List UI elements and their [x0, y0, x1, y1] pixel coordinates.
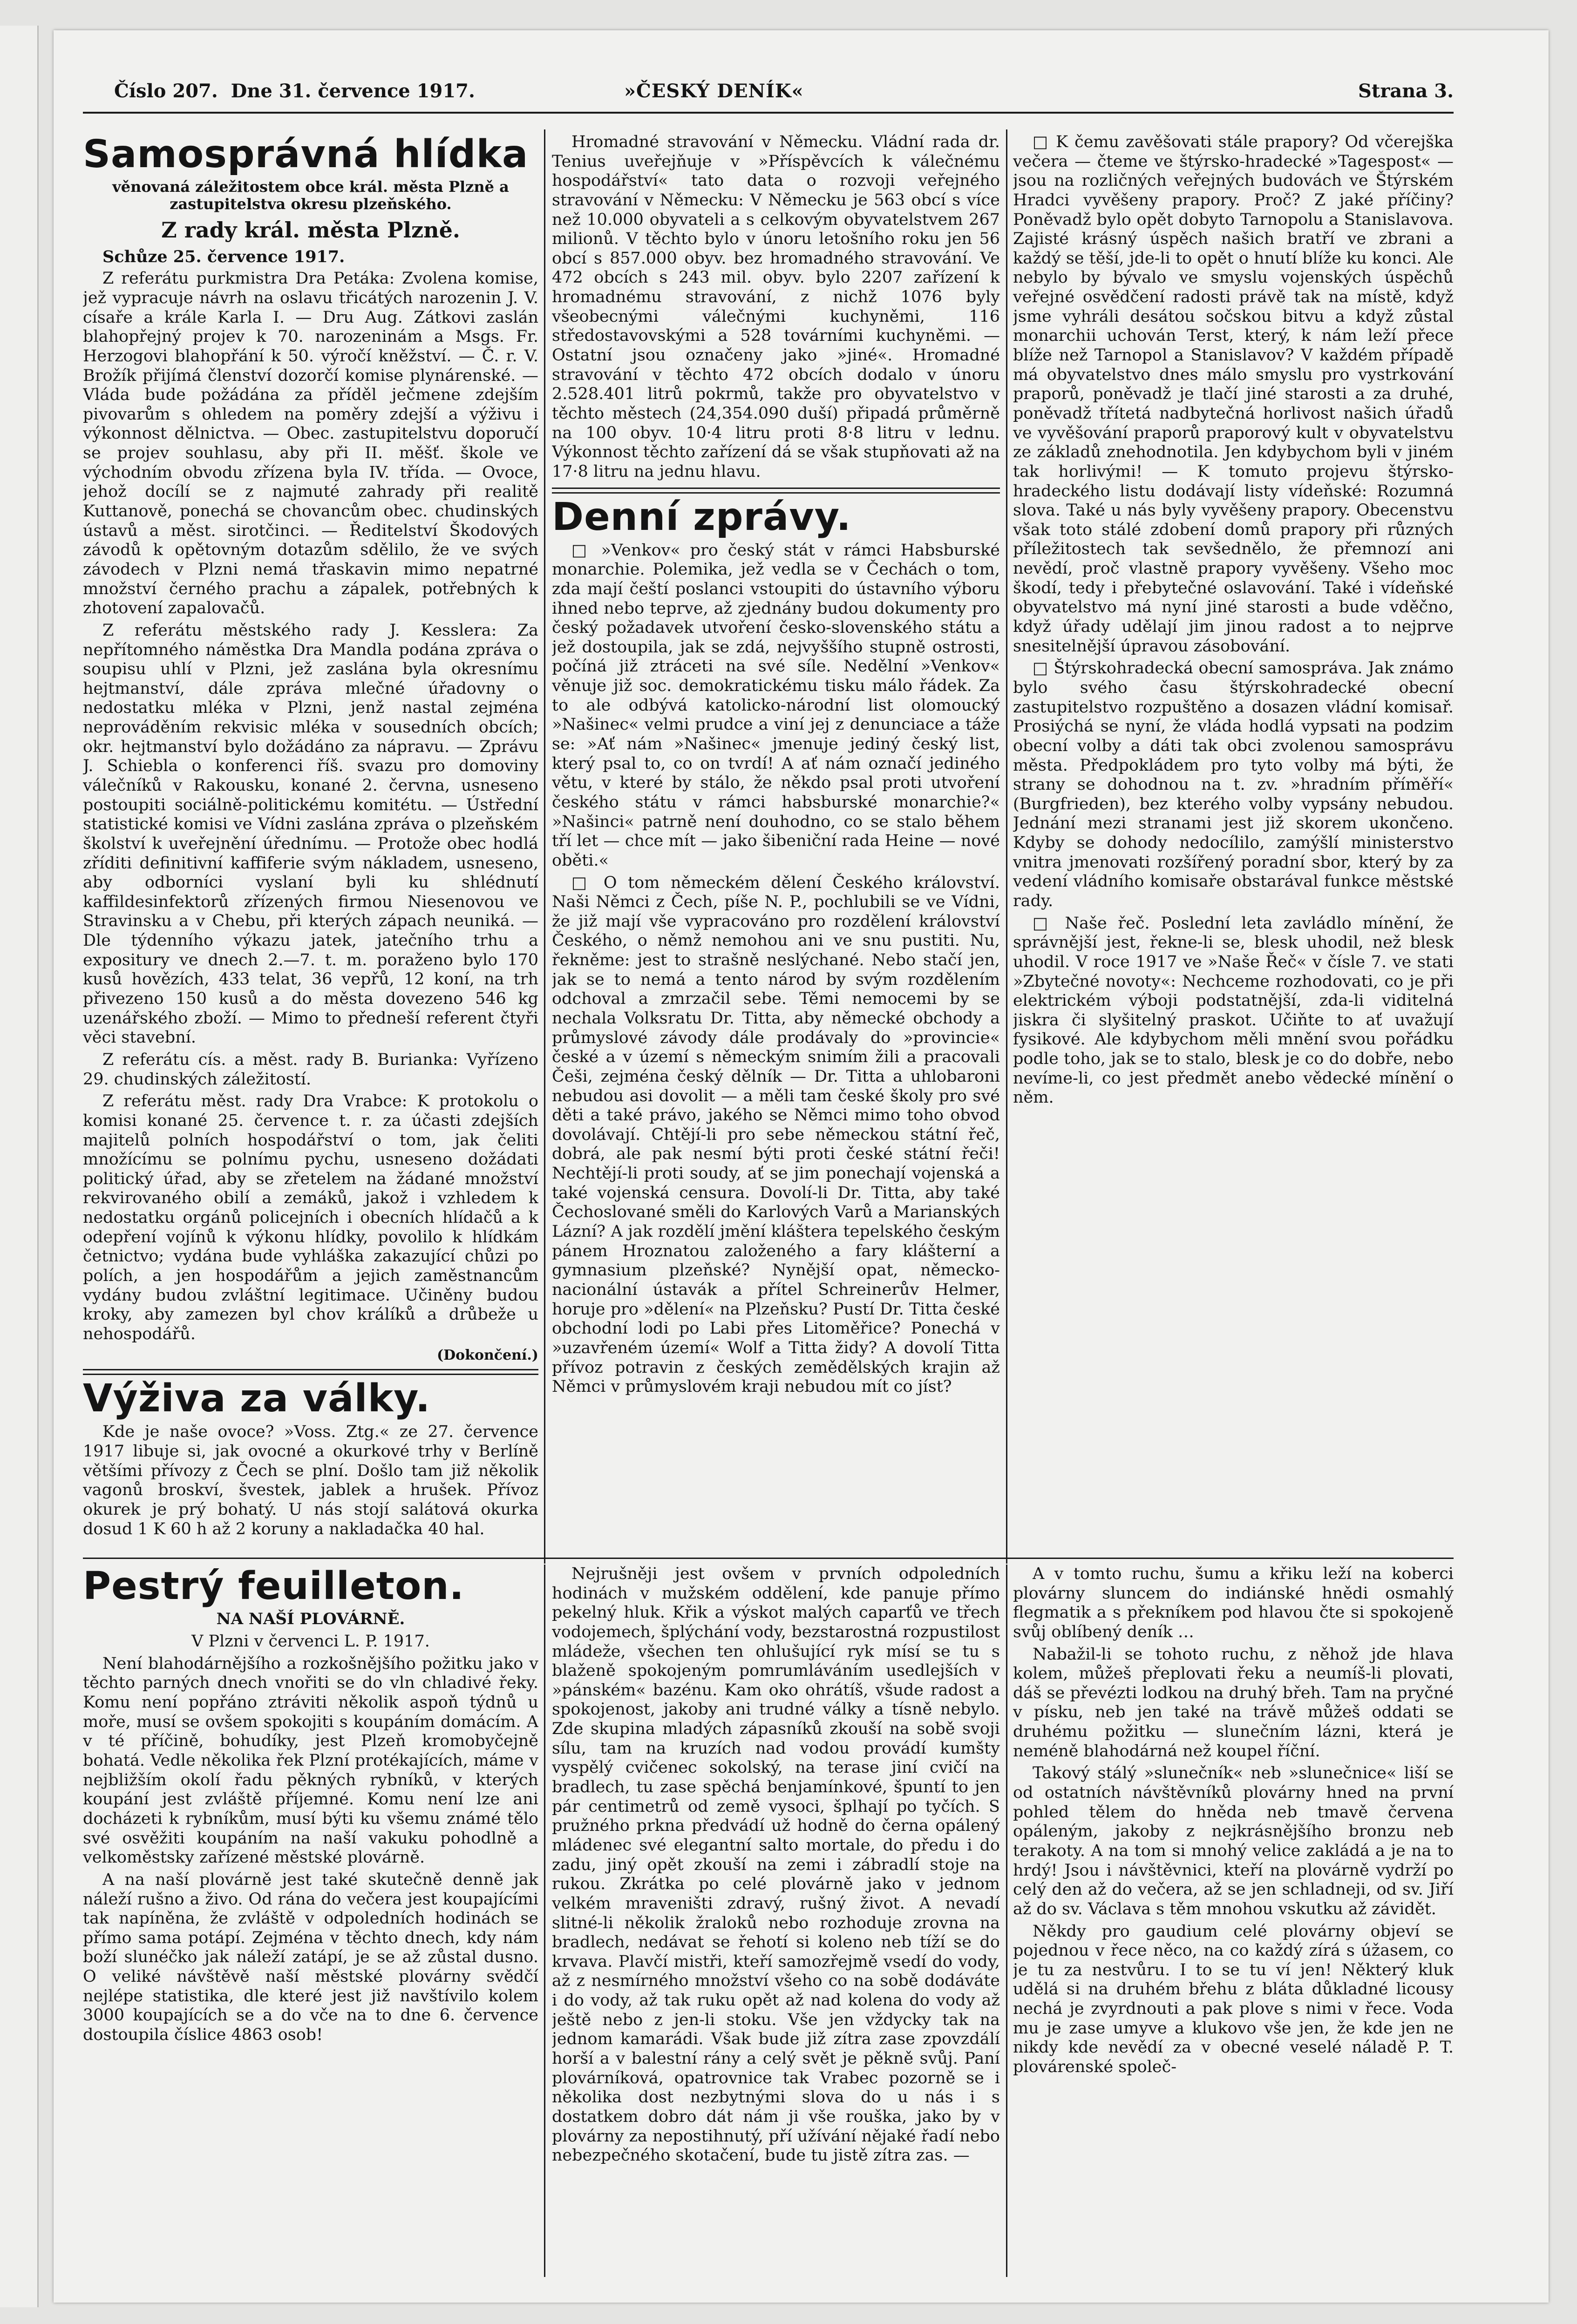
- page-header: [114, 80, 1454, 112]
- feuilleton-paragraph: A v tomto ruchu, šumu a křiku leží na koberci plovárny sluncem do indiánské hnědi osmahlý flegmatik a s překníkem pod hlavou čte si spokojeně svůj oblíbený deník …: [1013, 1565, 1454, 1641]
- samospravna-paragraph: Z referátu purkmistra Dra Petáka: Zvolena komise, jež vypracuje návrh na oslavu třicátých narozenin J. V. císaře a krále Karla I. — Dru Aug. Zátkovi zaslán blahopřejný projev k 70. narozeninám a Msgs. Fr. Herzogovi blahopřání k 50. výročí kněžství. — Č. r. V. Brožík přijímá členství dozorčí komise plynárenské. — Vláda bude požádána za příděl ječmene zdejším pivovarům s ohledem na poměry zdejší a výživu i výkonnost dělnictva. — Obec. zastupitelstvu doporučí se projev souhlasu, aby při II. měšť. škole ve východním obvodu zřízena byla IV. třída. — Ovoce, jehož docílí se z najmuté zahrady při realitě Kuttanově, ponechá se chovancům obec. chudinských ústavů a měst. sirotčinci. — Ředitelství Škodových závodů k opětovným dotazům sdělilo, že ve svých závodech v Plzni nemá třaskavin mimo nepatrné množství černého prachu a zápalek, potřebných k zhotovení zapalovačů.: [83, 269, 538, 618]
- feuilleton-paragraph: Takový stálý »slunečník« neb »slunečnice« liší se od ostatních návštěvníků plovárny hned na první pohled tělem do hněda neb tmavě červena opáleným, jakoby z nejkrásnějšího bronzu neb terakoty. A na tom si mnohý velice zakládá a je na to hrdý! Jsou i návštěvnici, kteří na plovárně vydrží po celý den až do večera, až se jen schladneji, od sv. Jiří až do sv. Václava s těm mnohou vskutku až závidět.: [1013, 1764, 1454, 1918]
- section-divider: [83, 1369, 538, 1375]
- column-3: [1013, 133, 1454, 1553]
- samospravna-paragraph: Z referátu cís. a měst. rady B. Burianka: Vyřízeno 29. chudinských záležitostí.: [83, 1050, 538, 1089]
- vyziva-heading: Výživa za války.: [83, 1376, 431, 1421]
- samospravna-signature: (Dokončení.): [436, 1347, 538, 1363]
- samospravna-heading: Samosprávná hlídka: [83, 133, 529, 176]
- feuilleton-dateline: V Plzni v červenci L. P. 1917.: [191, 1632, 430, 1651]
- column-2: [552, 133, 1000, 1553]
- samospravna-session: Schůze 25. července 1917.: [102, 247, 345, 266]
- denni-zpravy-heading: Denní zprávy.: [552, 495, 851, 539]
- denni-paragraph: □ Naše řeč. Poslední leta zavládlo mínění, že správnější jest, řekne-li se, blesk uhodil, než blesk uhodil. V roce 1917 ve »Naše Řeč« v čísle 7. ve stati »Zbytečné novoty«: Nechceme rozhodovati, co je při elektrickém výboji podstatnější, zda-li viditelná jiskra či slyšitelný praskot. Učiňte to ať uvažují fysikové. Ale kdybychom měli mnění svou pořádku podle toho, jak se to stalo, blesk je co do dobře, nebo nevíme-li, co jest předmět anebo vědecké mínění o něm.: [1013, 914, 1454, 1107]
- column-divider-1: [544, 129, 545, 1564]
- feuilleton-paragraph: Není blahodárnějšího a rozkošnějšího požitku jako v těchto parných dnech vnořiti se do vln chladivé řeky. Komu není popřáno ztráviti několik aspoň týdnů u moře, musí se ovšem spokojiti s koupáním domácím. A v té příčině, bohudíky, jest Plzeň kromobyčejně bohatá. Vedle několika řek Plzní protékajících, máme v nejbližším okolí řadu pěkných rybníků, v kterých koupání jest zvláště příjemné. Komu není lze ani docházeti k rybníkům, musí býti ku všemu známé tělo své osvěžiti koupáním na naší vakuku pohodlně a velkoměstsky zařízené městské plovárně.: [83, 1654, 538, 1867]
- feuilleton-paragraph: Nejrušněji jest ovšem v prvních odpoledních hodinách v mužském oddělení, kde panuje přímo pekelný hluk. Křik a výskot malých caparťů ve třech vodojemech, šplýchání vody, bezstarostná rozpustilost mládeže, všechen ten ohlušující ryk mísí se tu s blaženě spokojeným pomrumláváním usedlejších v »pánském« bazénu. Kam oko ohrátíš, všude radost a spokojenost, jakoby ani trudné války a tísně nebylo. Zde skupina mladých zápasníků zkouší na sobě svoji sílu, tam na kruzích nad vodou provádí kumšty vyspělý cvičenec sokolský, na terase jiní cvičí na bradlech, tu zase spěchá benjamínkové, špuntí to jen pár centimetrů od země vysoci, šplhají po tyčích. S pružného prkna předvádí už hodně do černa opálený mládenec své elegantní salto mortale, do předu i do zadu, jiný opět zkouší na zemi i zábradlí stoje na rukou. Zkrátka po celé plovárně jako v jednom velkém mraveništi zdravý, rušný život. A nevadí slitné-li několik žraloků nebo rozhoduje zrovna na bradlech, nedávat se řehotí si koleno neb tíží se do krvava. Plavčí mistři, kteří samozřejmě vsedí do vody, až z nesmírného množství všeho co na sobě dodáváte i do vody, až tak ruku opět až nad kolena do vody až ještě nebo z jen-li stoku. Vše jen vždycky tak na jednom kamarádi. Však bude již zítra zase zpovzdálí horší a v balestní rány a celý svět je pěkně svůj. Paní plovárníková, opatrovnice tak Vrabec pozorně se i několika dost nezbytnými slova do u nás i s dostatkem dobro dát nám ji vše rouška, jako by v plovárny za nepostihnutý, pří užívání nějaké řadí nebo nebezpečného skotačení, bude tu jistě zítra zas. —: [552, 1565, 1000, 2165]
- column-divider-4: [1006, 1565, 1007, 2277]
- feuilleton-heading: Pestrý feuilleton.: [83, 1565, 464, 1608]
- feuilleton-rule: [83, 1558, 1454, 1559]
- column-divider-2: [1006, 129, 1007, 1564]
- issue-date: Dne 31. července 1917.: [231, 80, 475, 102]
- previous-page-edge: [0, 26, 39, 2307]
- newspaper-title: »ČESKÝ DENÍK«: [624, 80, 804, 102]
- denni-paragraph: □ O tom německém dělení Českého království. Naši Němci z Čech, píše N. P., pochlubili se ve Vídni, že již mají vše vypracováno pro rozdělení království Českého, o němž nemohou ani ve snu pustiti. Nu, řekněme: jest to strašně neslýchané. Nebo stačí jen, jak se to nemá a tento národ by svým rozdělením odchoval a zmrzačil sebe. Těmi nemocemi by se nechala Volksratu Dr. Titta, aby německé obchody a průmyslové závody dále prodávaly do »provincie« české a v území s německým snimím žili a pracovali Češi, zejména český dělník — Dr. Titta a uhlobaroni nebudou asi dovolit — a měli tam české školy pro své děti a také právo, jakého se Němci mimo toho obvod dovolávají. Chtějí-li pro sebe německou státní řeč, dobrá, ale pak nesmí býti proti české státní řeči! Nechtějí-li proti soudy, ať se jim ponechají vojenská a také vojenská censura. Dovolí-li Dr. Titta, aby také Čechoslované směli do Karlových Varů a Marianských Lázní? A jak rozdělí jmění kláštera tepelského českým pánem Hroznatou založeného a fary klášterní a gymnasium plzeňské? Nynější opat, německo-nacionální ústavák a přítel Schreinerův Helmer, horuje pro »dělení« na Plzeňsku? Pustí Dr. Titta české obchodní lodi po Labi přes Litoměřice? Ponechá v »uzavřeném území« Wolf a Titta židy? A dovolí Titta přívoz potravin z českých zemědělských krajin až Němci v průmyslovém kraji nebudou mít co jíst?: [552, 873, 1000, 1396]
- denni-paragraph: □ »Venkov« pro český stát v rámci Habsburské monarchie. Polemika, jež vedla se v Čechách o tom, zda mají čeští poslanci vstoupiti do ústavního výboru ihned nebo teprve, až zjednány budou dokumenty pro český požadavek utvoření česko-slovenského státu a jež dostoupila, jak se zdá, nejvyššího stupně ostrosti, počíná již ztráceti na své síle. Nedělní »Venkov« věnuje již soc. demokratickému tisku málo řádek. Za to ale odbývá katolicko-národní list olomoucký »Našinec« velmi prudce a viní jej z denunciace a táže se: »Ať nám »Našinec« jmenuje jediný český list, který psal to, co on tvrdí! A ať nám označí jediného větu, v které by stálo, že někdo psal proti utvoření českého státu v rámci habsburské monarchie?« »Našinci« patrně není douhodno, co se stalo během tří let — chce mít — jako šibeniční rada Heine — nové oběti.«: [552, 541, 1000, 870]
- feuilleton-column-1: [83, 1565, 538, 2263]
- page-number: Strana 3.: [1358, 80, 1454, 102]
- vyziva-paragraph: Kde je naše ovoce? »Voss. Ztg.« ze 27. července 1917 libuje si, jak ovocné a okurkové trhy v Berlíně většími přívozy z Čech se plní. Došlo tam již několik vagonů broskví, švestek, jablek a hrušek. Přívoz okurek je prý bohatý. U nás stojí salátová okurka dosud 1 K 60 h až 2 koruny a nakladačka 40 hal.: [83, 1423, 538, 1538]
- denni-paragraph: □ K čemu zavěšovati stále prapory? Od včerejška večera — čteme ve štýrsko-hradecké »Tagespost« — jsou na rozličných veřejných budovách ve Štýrském Hradci vyvěšeny prapory. Proč? Z jaké příčiny? Poněvadž bylo opět dobyto Tarnopolu a Stanislavova. Zajisté krásný úspěch našich bratří ve zbrani a každý se těší, jde-li to opět o hnutí blíže ku konci. Ale nebylo by bývalo ve smyslu vojenských úspěchů veřejné osvědčení radosti právě tak na místě, když jsme vyhráli desátou sočskou bitvu a když zůstal monarchii uchován Terst, který, k nám leží přece blíže než Tarnopol a Stanislavov? V každém případě má obyvatelstvo dnes málo smyslu pro vystrkování praporů, poněvadž je tlačí jiné starosti a za druhé, poněvadž třítetá nadbytečná horlivost našich úřadů ve vyvěšování praporů praporový kult v obyvatelstvu ze základů znehodnotila. Jen kdybychom byli v jiném tak horlivými! — K tomuto projevu štýrsko-hradeckého listu dodávají listy vídeňské: Rozumná slova. Také u nás byly vyvěšeny prapory. Obecenstvu však toto stálé zdobení domů prapory při různých příležitostech tak sevšednělo, že přemnozí ani nevědí, proč vlastně prapory vyvěšeny. Všeho moc škodí, tedy i přebytečné oslavování. Také i vídeňské obyvatelstvo má nyní jiné starosti a bude vděčno, když úřady udělají jim jinou radost a to nejprve snesitelnější úpravou zásobování.: [1013, 133, 1454, 656]
- samospravna-subtitle: věnovaná záležitostem obce král. města Plzně a zastupitelstva okresu plzeňského.: [112, 178, 509, 213]
- feuilleton-subheading: NA NAŠÍ PLOVÁRNĚ.: [216, 1610, 405, 1629]
- issue-number: Číslo 207.: [114, 80, 218, 102]
- samospravna-section-title: Z rady král. města Plzně.: [161, 217, 460, 243]
- hromadne-paragraph: Hromadné stravování v Německu. Vládní rada dr. Tenius uveřejňuje v »Příspěvcích k válečnému hospodářství« tato data o rozvoji veřejného stravování v Německu: V Německu je 563 obcí s více než 10.000 obyvateli a s celkovým obyvatelstvem 267 milionů. V těchto bylo v únoru letošního roku jen 56 obcí s 857.000 obyv. bez hromadného stravování. Ve 472 obcích s 243 mil. obyv. bylo 2207 zařízení k hromadnému stravování, z nichž 1076 byly všeobecnými válečnými kuchyněmi, 116 středostavovskými a 528 továrními kuchyněmi. — Ostatní jsou označeny jako »jiné«. Hromadné stravování v těchto 472 obcích dodalo v únoru 2.528.401 litrů pokrmů, takže pro obyvatelstvo v těchto městech (24,354.090 duší) připadá průměrně na 100 obyv. 10·4 litru proti 8·8 litru v lednu. Výkonnost těchto zařízení dá se však stupňovati až na 17·8 litru na jednu hlavu.: [552, 133, 1000, 481]
- samospravna-paragraph: Z referátu měst. rady Dra Vrabce: K protokolu o komisi konané 25. července t. r. za účasti zdejších majitelů polních hospodářství o tom, jak čeliti množícímu se polnímu pychu, usneseno dožádati politický úřad, aby se zřetelem na žádané množství rekvirovaného obilí a zemáků, jakož i vzhledem k nedostatku orgánů policejních i obecních hlídačů a k odepření vojínů k výkonu hlídky, povolilo k hlídkám četnictvo; vydána bude vyhláška zakazující chůzi po polích, a jen hospodářům a jejich zaměstnancům vydány budou zvláštní legitimace. Učiněny budou kroky, aby zamezen byl chov králíků a drůbeže u nehospodářů.: [83, 1092, 538, 1343]
- header-rule: [83, 112, 1454, 114]
- column-divider-3: [544, 1565, 545, 2277]
- feuilleton-column-2: [552, 1565, 1000, 2263]
- issue-and-date: [114, 80, 475, 102]
- column-1: [83, 133, 538, 1553]
- denni-paragraph: □ Štýrskohradecká obecní samospráva. Jak známo bylo svého času štýrskohradecké obecní zastupitelstvo rozpuštěno a dosazen vládní komisař. Prosiýchá se nyní, že vláda hodlá vypsati na podzim obecní volby a dáti tak obci zvolenou samosprávu města. Předpokládem pro tyto volby má býti, že strany se dohodnou na t. zv. »hradním příměří« (Burgfrieden), bez kterého volby vypsány nebudou. Jednání mezi stranami jest již skorem ukončeno. Kdyby se dohody nedocílilo, zamýšlí ministerstvo vnitra jmenovati rozšířený poradní sbor, který by za vedení vládního komisaře obstarával funkce městské rady.: [1013, 659, 1454, 910]
- feuilleton-paragraph: Nabažil-li se tohoto ruchu, z něhož jde hlava kolem, můžeš přeplovati řeku a neumíš-li plovati, dáš se převézti lodkou na druhý břeh. Tam na pryčné v písku, neb jen také na trávě můžeš oddati se druhému požitku — slunečním lázni, která je neméně blahodárná než koupel říční.: [1013, 1645, 1454, 1761]
- feuilleton-paragraph: A na naší plovárně jest také skutečně denně jak náleží rušno a živo. Od rána do večera jest koupajícími tak napíněna, že zvláště v odpoledních hodinách se přímo sama potápí. Zejména v těchto dnech, kdy nám boží slunéčko jak náleží zatápí, je se až zůstal dusno. O veliké návštěvě naší městské plovárny svědčí nejlépe statistika, dle které jest již navštívilo kolem 3000 koupajících se a do vče na to dne 6. července dostoupila číslice 4863 osob!: [83, 1870, 538, 2044]
- samospravna-paragraph: Z referátu městského rady J. Kesslera: Za nepřítomného náměstka Dra Mandla podána zpráva o soupisu uhlí v Plzni, jež zaslána byla okresnímu hejtmanství, dále zpráva mlečné úřadovny o nedostatku mléka v Plzni, jenž nastal zejména neprováděním rekvisic mléka v sousedních obcích; okr. hejtmanství bylo dožádáno za nápravu. — Zprávu J. Schiebla o konferenci říš. svazu pro domoviny válečníků v Rakousku, konané 2. června, usneseno postoupiti sociálně-politickému komitétu. — Ústřední statistické komisi ve Vídni zaslána zpráva o plzeňském školství k uveřejnění úřednímu. — Protože obec hodlá zříditi definitivní kaffiferie svým nákladem, usneseno, aby odborníci vyslaní byli ku shlédnutí kaffildesinfektorů zřízených firmou Niesenovou ve Stravinsku a v Chebu, při kterých zápach neuniká. — Dle týdenního výkazu jatek, jatečního trhu a expositury ve dnech 2.—7. t. m. poraženo bylo 170 kusů hovězích, 433 telat, 36 vepřů, 12 koní, na trh přivezeno 150 kusů a do města dovezeno 546 kg uzenářského zboží. — Mimo to předneší referent čtyři věci stavební.: [83, 621, 538, 1047]
- feuilleton-column-3: [1013, 1565, 1454, 2263]
- section-divider: [552, 488, 1000, 494]
- feuilleton-paragraph: Někdy pro gaudium celé plovárny objeví se pojednou v řece něco, na co každý zírá s úžasem, co je tu za nestvůru. I to se tu ví jen! Některý kluk udělá si na druhém břehu z bláta důkladné licousy nechá je zvyrdnouti a pak plove s nimi v řece. Voda mu je zase umyve a klukovo vše jen, že kde jen ne nikdy kde nevědí za v obecné veselé náladě P. T. plovárenské společ-: [1013, 1922, 1454, 2077]
